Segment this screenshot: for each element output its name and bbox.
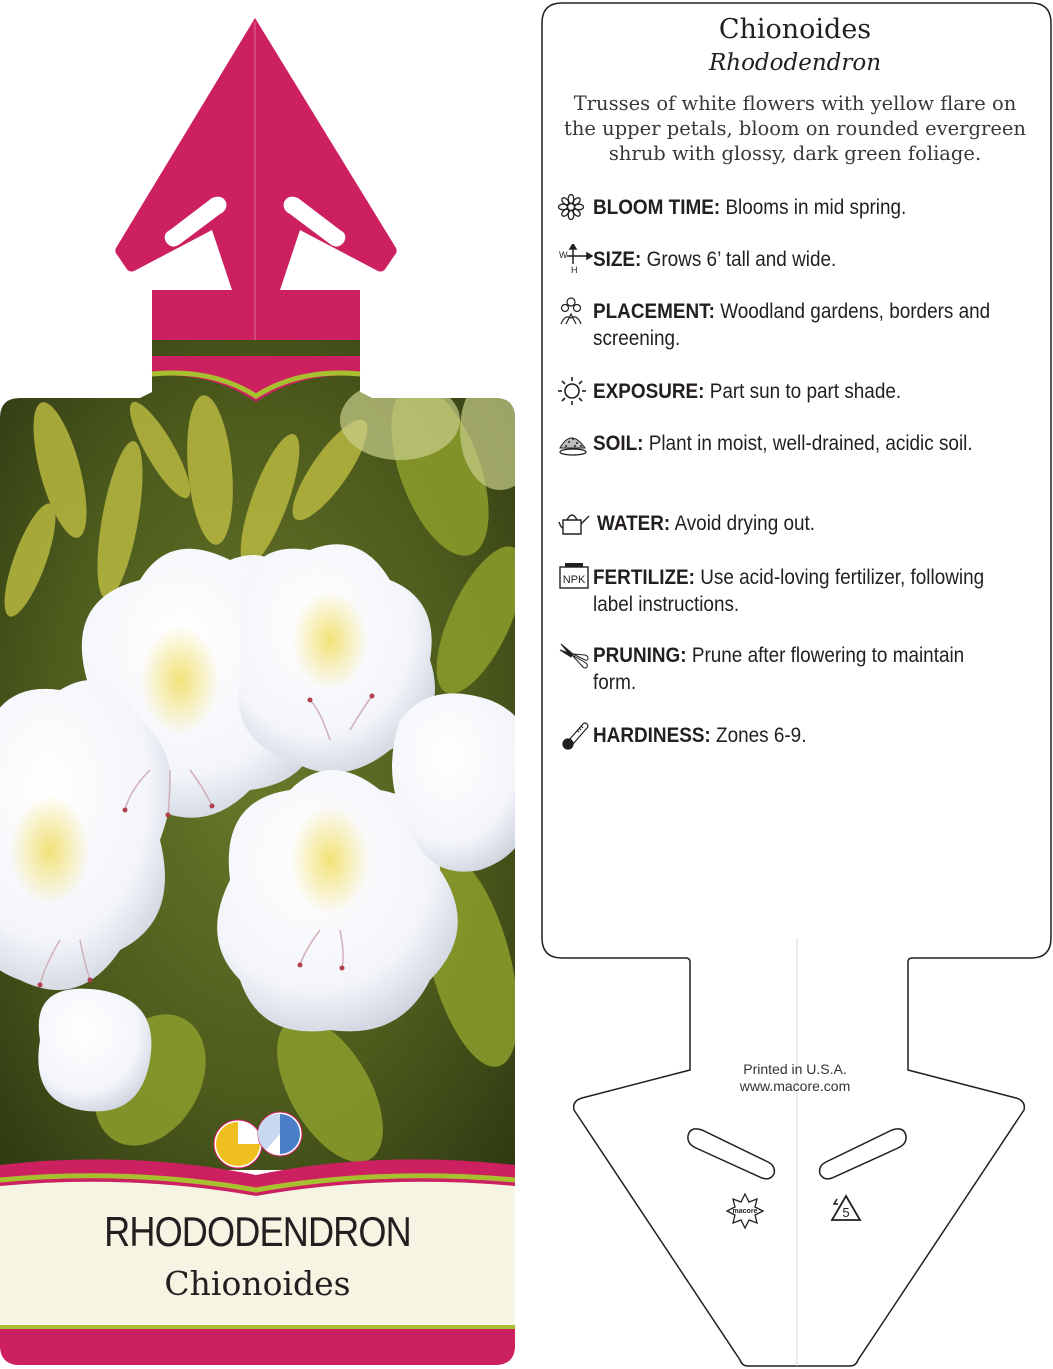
care-value: Grows 6’ tall and wide. bbox=[646, 247, 837, 271]
care-value: Use acid-loving fertilizer, following label instructions. bbox=[593, 565, 985, 616]
soil-icon bbox=[557, 428, 593, 458]
back-title: Chionoides bbox=[718, 14, 872, 45]
back-subtitle: Rhododendron bbox=[708, 50, 882, 76]
care-label: HARDINESS: bbox=[593, 723, 711, 747]
care-label: PRUNING: bbox=[593, 643, 687, 667]
pruners-icon bbox=[557, 640, 593, 670]
care-row-water bbox=[557, 510, 1045, 538]
care-value: Prune after flowering to maintain form. bbox=[593, 643, 965, 694]
care-value: Blooms in mid spring. bbox=[725, 195, 907, 219]
size-w-label: W bbox=[559, 250, 568, 260]
care-value: Zones 6-9. bbox=[716, 723, 807, 747]
front-cultivar-name: Chionoides bbox=[164, 1264, 351, 1303]
care-row-placement bbox=[557, 298, 1045, 352]
thermometer-icon bbox=[557, 720, 593, 750]
care-label: EXPOSURE: bbox=[593, 379, 705, 403]
size-h-label: H bbox=[571, 265, 578, 274]
care-value: Part sun to part shade. bbox=[709, 379, 902, 403]
watering-can-icon bbox=[557, 508, 593, 538]
printed-in: Printed in U.S.A. bbox=[743, 1061, 847, 1077]
care-value: Avoid drying out. bbox=[674, 511, 816, 535]
care-row-size bbox=[557, 246, 1045, 274]
npk-text: NPK bbox=[562, 574, 586, 586]
website-link[interactable]: www.macore.com bbox=[739, 1078, 851, 1094]
placement-icon bbox=[557, 296, 593, 326]
care-row-hardiness bbox=[557, 722, 1045, 750]
care-label: PLACEMENT: bbox=[593, 299, 715, 323]
size-arrows-icon bbox=[557, 244, 593, 274]
front-species-name: RHODODENDRON bbox=[104, 1208, 411, 1255]
care-row-fertilize bbox=[557, 564, 1045, 618]
flower-icon bbox=[557, 192, 593, 222]
care-value: Plant in moist, well-drained, acidic soil. bbox=[648, 431, 973, 455]
care-value: Woodland gardens, borders and screening. bbox=[593, 299, 991, 350]
macore-logo-text: macore bbox=[732, 1208, 758, 1215]
care-row-soil bbox=[557, 430, 1045, 458]
care-label: BLOOM TIME: bbox=[593, 195, 721, 219]
care-label: SIZE: bbox=[593, 247, 642, 271]
care-row-pruning bbox=[557, 642, 1045, 696]
plant-description: Trusses of white flowers with yellow flare on the upper petals, bloom on rounded evergreen shrub with glossy, dark green foliage. bbox=[564, 92, 1026, 165]
care-label: FERTILIZE: bbox=[593, 565, 695, 589]
printed-info bbox=[700, 1061, 890, 1095]
care-label: WATER: bbox=[597, 511, 671, 535]
sun-icon bbox=[557, 376, 593, 406]
care-row-bloom-time bbox=[557, 194, 1045, 222]
npk-icon bbox=[557, 562, 593, 592]
care-label: SOIL: bbox=[593, 431, 644, 455]
care-row-exposure bbox=[557, 378, 1045, 406]
recycle-number: 5 bbox=[842, 1205, 850, 1220]
